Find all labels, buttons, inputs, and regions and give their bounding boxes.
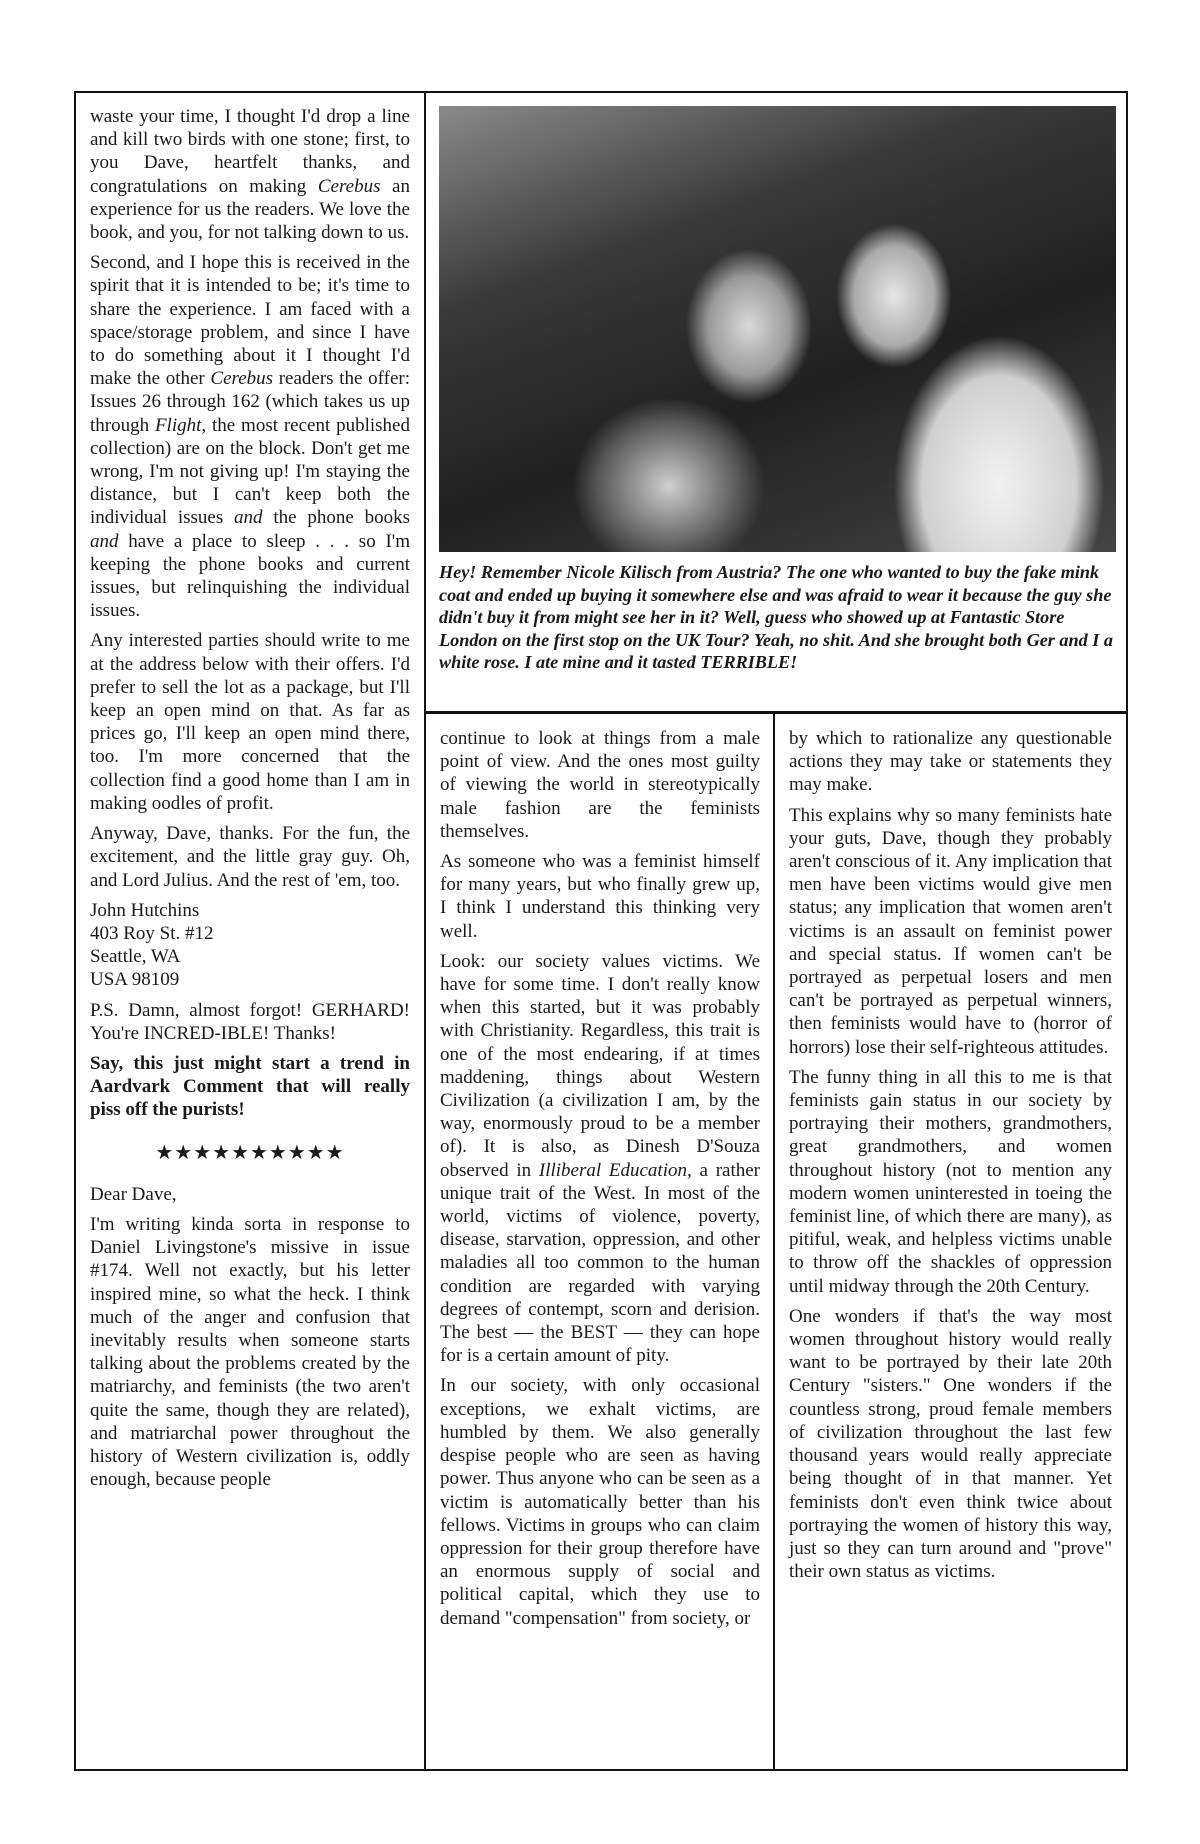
postscript: P.S. Damn, almost forgot! GERHARD! You're INCRED-IBLE! Thanks! [90, 999, 410, 1044]
left-column [74, 91, 426, 1771]
paragraph: As someone who was a feminist himself for many years, but who finally grew up, I think I understand this thinking very well. [440, 851, 760, 942]
paragraph: The funny thing in all this to me is that feminists gain status in our society by portraying their mothers, grandmothers, great grandmothers, and women throughout history (not to mention any modern women uninterested in toeing the feminist line, of which there are many), as pitiful, weak, and helpless victims unable to throw off the shackles of oppression until midway through the 20th Century. [789, 1066, 1112, 1297]
emphasis: Flight, [154, 414, 207, 436]
text: Second, and I hope this is received in the spirit that it is intended to be; it's time to share the experience. I am faced with a space/storage problem, and since I have to do something about it I thought I'd make the other [90, 252, 410, 390]
paragraph [440, 950, 760, 1368]
right-column [773, 712, 1128, 1771]
star-divider: ★★★★★★★★★★ [155, 1141, 345, 1164]
paragraph: In our society, with only occasional exceptions, we exhalt victims, are humbled by them. We also generally despise people who are seen as having power. Thus anyone who can be seen as a victim is automatically better than his fellows. Victims in groups who can claim oppression for their group therefore have an enormous supply of social and political capital, which they use to demand "compensation" from society, or [440, 1375, 760, 1629]
text: a rather unique trait of the West. In most of the world, victims of violence, poverty, disease, starvation, oppression, and other maladies all too common to the human condition are regarded with varying degrees of contempt, scorn and derision. The best — the BEST — they can hope for is a certain amount of pity. [440, 1159, 760, 1367]
address-block [90, 899, 410, 992]
photo [439, 106, 1116, 552]
emphasis: and [90, 530, 119, 552]
editor-reply: Say, this just might start a trend in Aardvark Comment that will really piss off the purists! [90, 1052, 410, 1121]
address-line: USA 98109 [90, 969, 180, 991]
text: waste your time, I thought I'd drop a line and kill two birds with one stone; first, to you Dave, heartfelt thanks, and congratulations on making [90, 106, 410, 197]
paragraph: One wonders if that's the way most women throughout history would really want to be portrayed by their late 20th Century "sisters." One wonders if the countless strong, proud female members of civilization throughout the last few thousand years would really appreciate being thought of in that manner. Yet feminists don't even think twice about portraying the women of history this way, just so they can turn around and "prove" their own status as victims. [789, 1305, 1112, 1583]
text: an experience for us the readers. We love the book, and you, for not talking down to us. [90, 175, 410, 244]
address-line: Seattle, WA [90, 946, 181, 968]
photo-caption: Hey! Remember Nicole Kilisch from Austria? The one who wanted to buy the fake mink coat and ended up buying it somewhere else and was afraid to wear it because the guy she didn't buy it from might see her in it? Well, guess who showed up at Fantastic Store London on the first stop on the UK Tour? Yeah, no shit. And she brought both Ger and I a white rose. I ate mine and it tasted TERRIBLE! [439, 562, 1113, 673]
text: readers the offer: Issues 26 through 162 (which takes us up through [90, 368, 410, 436]
paragraph: This explains why so many feminists hate your guts, Dave, though they probably aren't conscious of it. Any implication that men have been victims would give men status; any implication that women aren't victims is an assault on feminist power and special status. If women can't be portrayed as perpetual losers and men can't be portrayed as perpetual winners, then feminists would have to (horror of horrors) lose their self-righteous attitudes. [789, 804, 1112, 1058]
photo-panel [424, 91, 1128, 713]
paragraph: I'm writing kinda sorta in response to Daniel Livingstone's missive in issue #174. Well not exactly, but his letter inspired mine, so what the heck. I think much of the anger and confusion that inevitably results when someone starts talking about the problems created by the matriarchy, and feminists (the two aren't quite the same, though they are related), and matriarchal power throughout the history of Western civilization is, oddly enough, because people [90, 1213, 410, 1491]
text: the phone books [262, 507, 410, 529]
paragraph [90, 105, 410, 244]
address-line: 403 Roy St. #12 [90, 922, 214, 944]
paragraph: Anyway, Dave, thanks. For the fun, the excitement, and the little gray guy. Oh, and Lord Julius. And the rest of 'em, too. [90, 823, 410, 891]
paragraph: continue to look at things from a male point of view. And the ones most guilty of viewing the world in stereotypically male fashion are the feminists themselves. [440, 728, 760, 842]
text: have a place to sleep . . . so I'm keeping the phone books and current issues, but relinquishing the individual issues. [90, 530, 410, 622]
paragraph: by which to rationalize any questionable actions they may take or statements they may make. [789, 728, 1112, 796]
emphasis: and [234, 507, 263, 529]
salutation: Dear Dave, [90, 1183, 177, 1205]
paragraph [90, 251, 410, 622]
emphasis: Cerebus [210, 368, 274, 390]
middle-column [424, 712, 775, 1771]
book-title: Illiberal Education, [538, 1159, 692, 1181]
title-cerebus: Cerebus [317, 175, 381, 197]
paragraph: Any interested parties should write to me at the address below with their offers. I'd prefer to sell the lot as a package, but I'll keep an open mind on that. As far as prices go, I'll keep an open mind there, too. I'm more concerned that the collection find a good home than I am in making oodles of profit. [90, 630, 410, 814]
text: Look: our society values victims. We have for some time. I don't really know when this started, but it was probably with Christianity. Regardless, this trait is one of the most endearing, if at times maddening, things about Western Civilization (a civilization I am, by the way, enormously proud to be a member of). It is also, as Dinesh D'Souza observed in [440, 950, 760, 1181]
address-line: John Hutchins [90, 899, 200, 921]
text: the most recent published collection) are on the block. Don't get me wrong, I'm not giving up! I'm staying the distance, but I can't keep both the individual issues [90, 414, 410, 529]
